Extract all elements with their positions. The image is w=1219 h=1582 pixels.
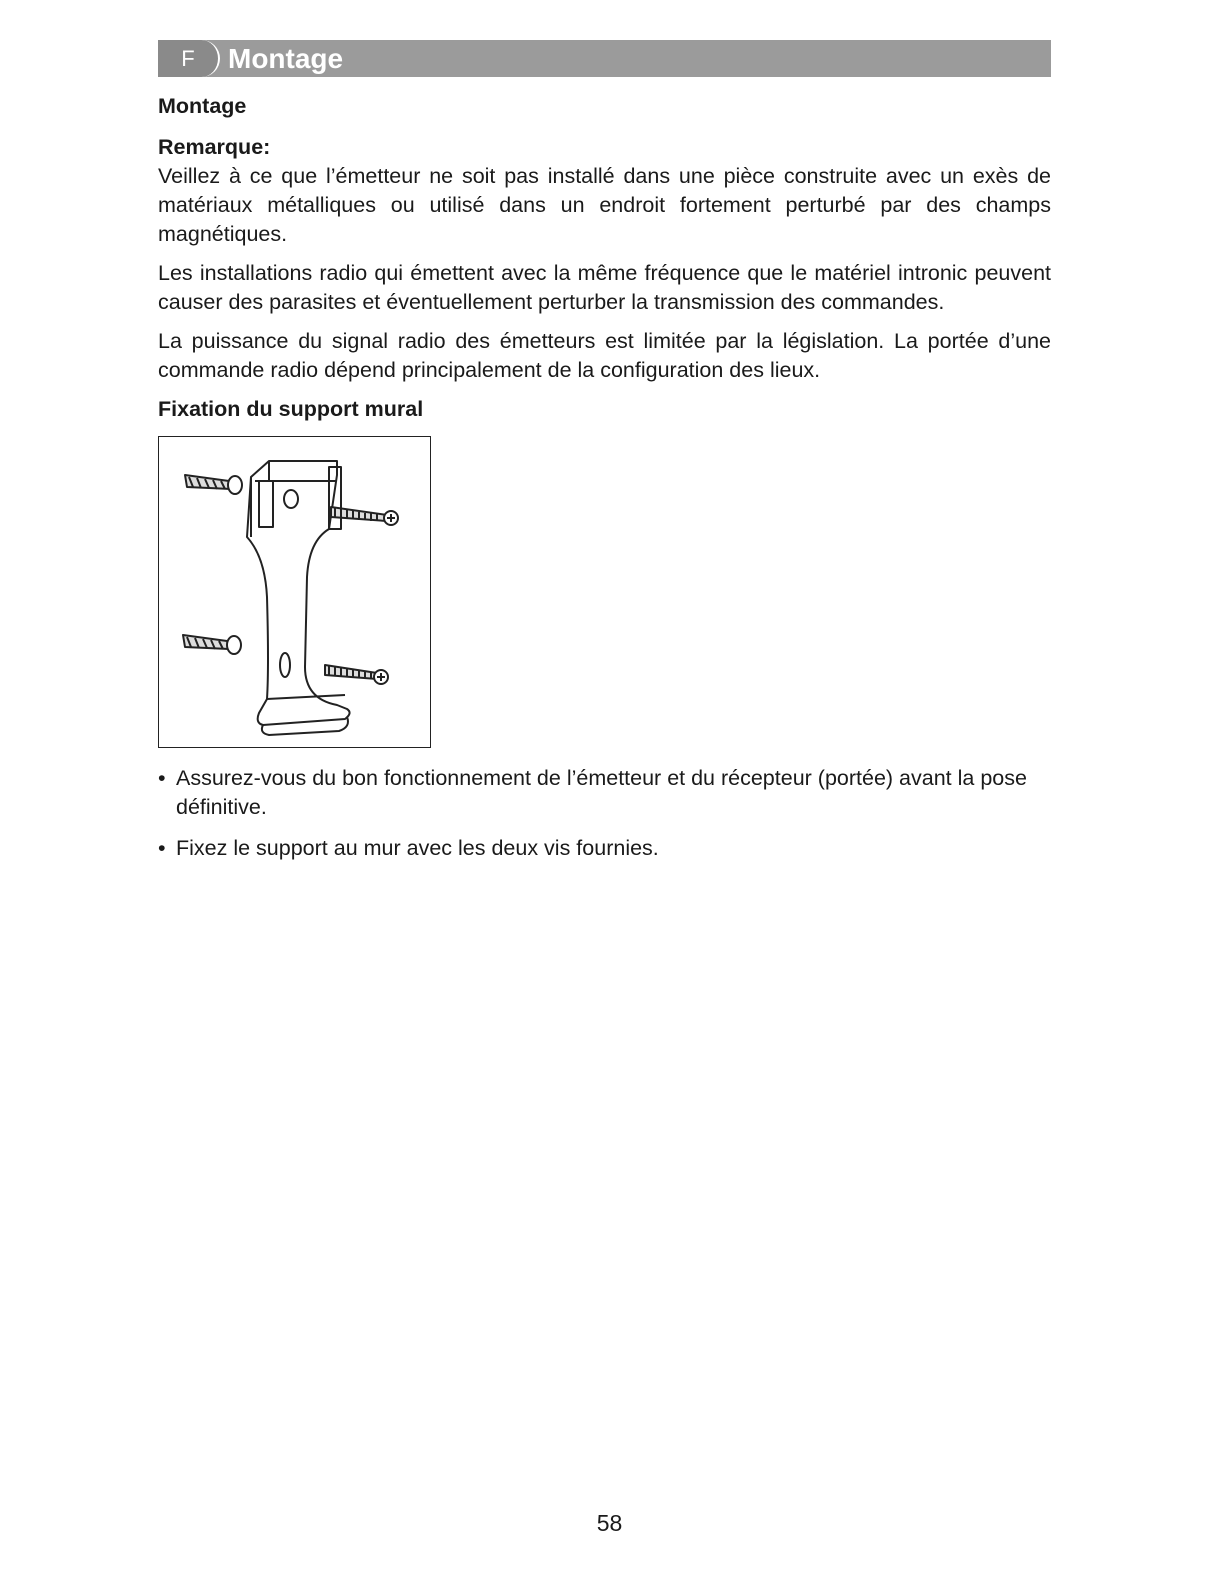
dowel-top xyxy=(185,475,242,494)
wall-bracket-illustration xyxy=(158,436,431,748)
remark-label: Remarque: xyxy=(158,135,271,159)
section-title: Montage xyxy=(158,94,247,118)
remark-paragraph-2: Les installations radio qui émettent avec la même fréquence que le matériel intronic peuvent causer des parasites et éventuellement perturber la transmission des commandes. xyxy=(158,261,1051,314)
instruction-text: Fixez le support au mur avec les deux vis fournies. xyxy=(176,836,659,860)
wall-bracket-drawing xyxy=(159,437,432,749)
instruction-item-2 xyxy=(158,834,1051,863)
page-number: 58 xyxy=(596,1510,623,1536)
screw-bottom xyxy=(325,665,388,684)
instruction-item-1 xyxy=(158,764,1051,822)
instruction-text: Assurez-vous du bon fonctionnement de l’émetteur et du récepteur (portée) avant la pose définitive. xyxy=(176,766,1027,819)
language-code: F xyxy=(181,46,195,71)
subsection-title: Fixation du support mural xyxy=(158,397,424,421)
header-title: Montage xyxy=(228,43,344,74)
remark-paragraph-1: Veillez à ce que l’émetteur ne soit pas installé dans une pièce construite avec un exès de matériaux métalliques ou utilisé dans un endroit fortement perturbé par des champs magnétiques. xyxy=(158,164,1051,246)
instruction-list xyxy=(158,764,1051,863)
dowel-bottom xyxy=(183,635,241,654)
bullet-dot: • xyxy=(158,766,166,790)
remark-paragraph-3: La puissance du signal radio des émetteurs est limitée par la législation. La portée d’une commande radio dépend principalement de la configuration des lieux. xyxy=(158,329,1051,382)
page-content xyxy=(158,92,1051,875)
bullet-dot: • xyxy=(158,836,166,860)
